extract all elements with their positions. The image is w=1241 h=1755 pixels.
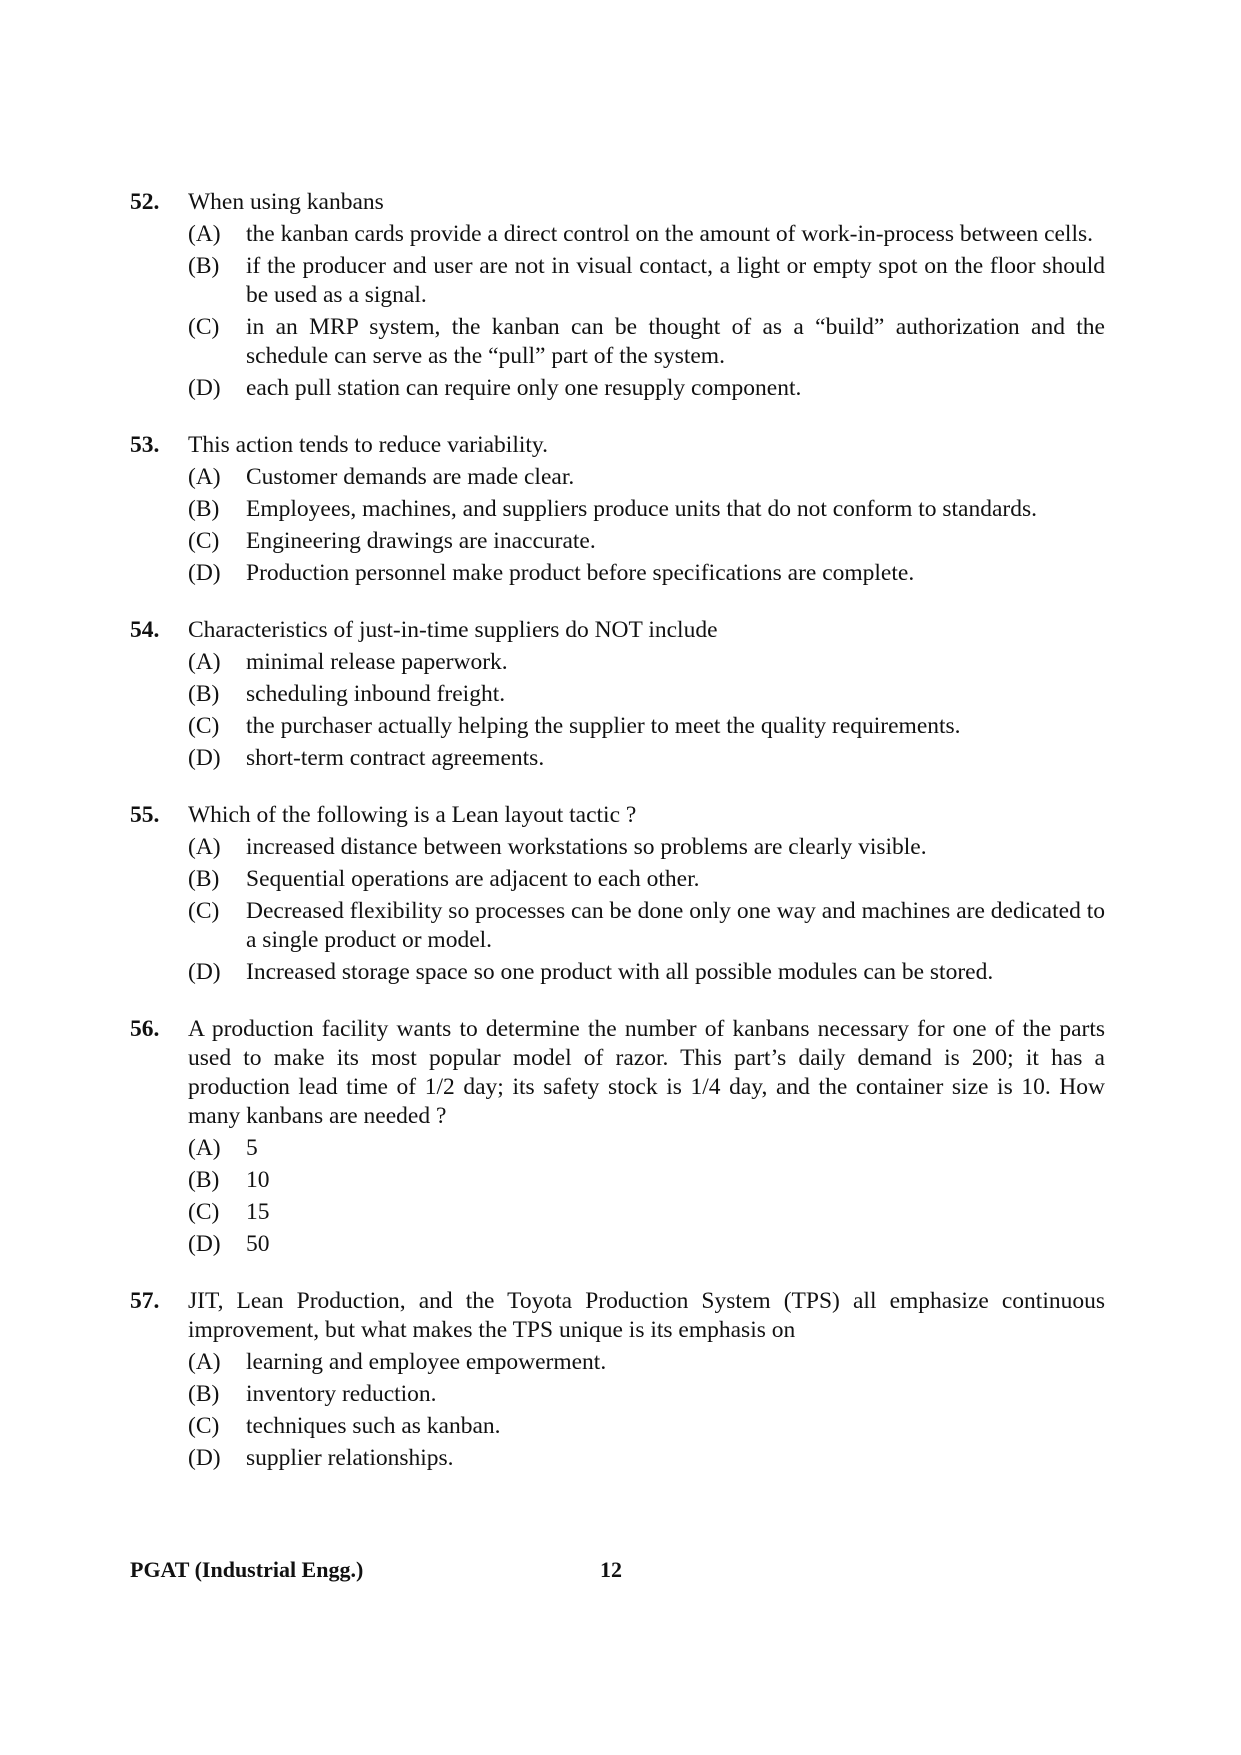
option-b [188, 252, 1105, 310]
option-text: Production personnel make product before specifications are complete. [246, 560, 915, 586]
question-52 [130, 188, 1105, 403]
option-a [188, 1348, 1105, 1377]
option-label: (C) [188, 314, 220, 340]
option-label: (D) [188, 375, 221, 401]
option-a [188, 463, 1105, 492]
option-c [188, 1412, 1105, 1441]
option-c [188, 313, 1105, 371]
option-c [188, 712, 1105, 741]
question-number: 57. [130, 1288, 160, 1314]
option-label: (C) [188, 713, 220, 739]
question-text: Characteristics of just-in-time suppliers do NOT include [188, 617, 718, 643]
option-d [188, 374, 1105, 403]
question-text: This action tends to reduce variability. [188, 432, 549, 458]
footer-exam-title: PGAT (Industrial Engg.) [130, 1557, 364, 1582]
option-text: increased distance between workstations so problems are clearly visible. [246, 834, 927, 860]
option-text: scheduling inbound freight. [246, 681, 506, 707]
option-label: (B) [188, 1167, 220, 1193]
option-label: (A) [188, 1349, 221, 1375]
option-label: (C) [188, 528, 220, 554]
option-label: (B) [188, 681, 220, 707]
option-text: the purchaser actually helping the supplier to meet the quality requirements. [246, 713, 961, 739]
question-text: When using kanbans [188, 189, 384, 215]
option-text: Sequential operations are adjacent to each other. [246, 866, 700, 892]
option-text: Decreased flexibility so processes can be done only one way and machines are dedicated to a single product or model. [246, 898, 1105, 953]
question-text: Which of the following is a Lean layout tactic ? [188, 802, 637, 828]
option-c [188, 527, 1105, 556]
page-number: 12 [600, 1557, 622, 1582]
question-57 [130, 1287, 1105, 1473]
option-text: inventory reduction. [246, 1381, 437, 1407]
option-label: (A) [188, 1135, 221, 1161]
option-label: (D) [188, 1445, 221, 1471]
option-d [188, 1444, 1105, 1473]
option-text: Employees, machines, and suppliers produce units that do not conform to standards. [246, 496, 1038, 522]
option-text: the kanban cards provide a direct control on the amount of work-in-process between cells. [246, 221, 1094, 247]
question-number: 56. [130, 1016, 160, 1042]
question-text: A production facility wants to determine the number of kanbans necessary for one of the parts used to make its most popular model of razor. This part’s daily demand is 200; it has a production lead time of 1/2 day; its safety stock is 1/4 day, and the container size is 10. How many kanbans are needed ? [188, 1016, 1105, 1129]
option-a [188, 220, 1105, 249]
option-text: 50 [246, 1231, 270, 1257]
question-55 [130, 801, 1105, 987]
option-text: Increased storage space so one product with all possible modules can be stored. [246, 959, 994, 985]
option-label: (B) [188, 866, 220, 892]
option-b [188, 495, 1105, 524]
option-text: each pull station can require only one resupply component. [246, 375, 802, 401]
option-text: in an MRP system, the kanban can be thought of as a “build” authorization and the schedule can serve as the “pull” part of the system. [246, 314, 1105, 369]
option-label: (C) [188, 1199, 220, 1225]
option-text: techniques such as kanban. [246, 1413, 501, 1439]
option-b [188, 680, 1105, 709]
option-c [188, 1198, 1105, 1227]
option-b [188, 1166, 1105, 1195]
option-d [188, 559, 1105, 588]
option-label: (A) [188, 834, 221, 860]
question-number: 52. [130, 189, 160, 215]
option-text: if the producer and user are not in visual contact, a light or empty spot on the floor should be used as a signal. [246, 253, 1105, 308]
option-label: (D) [188, 560, 221, 586]
option-label: (C) [188, 1413, 220, 1439]
question-text: JIT, Lean Production, and the Toyota Production System (TPS) all emphasize continuous improvement, but what makes the TPS unique is its emphasis on [188, 1288, 1105, 1343]
option-text: minimal release paperwork. [246, 649, 508, 675]
option-label: (A) [188, 649, 221, 675]
option-text: short-term contract agreements. [246, 745, 545, 771]
option-label: (D) [188, 1231, 221, 1257]
question-53 [130, 431, 1105, 588]
option-b [188, 865, 1105, 894]
option-text: Engineering drawings are inaccurate. [246, 528, 596, 554]
option-a [188, 648, 1105, 677]
option-text: 5 [246, 1135, 258, 1161]
option-d [188, 744, 1105, 773]
option-b [188, 1380, 1105, 1409]
option-a [188, 1134, 1105, 1163]
question-56 [130, 1015, 1105, 1259]
question-number: 53. [130, 432, 160, 458]
question-number: 55. [130, 802, 160, 828]
option-d [188, 958, 1105, 987]
option-label: (B) [188, 1381, 220, 1407]
option-label: (A) [188, 464, 221, 490]
option-label: (A) [188, 221, 221, 247]
option-label: (D) [188, 745, 221, 771]
question-number: 54. [130, 617, 160, 643]
question-list [130, 188, 1105, 1501]
option-label: (B) [188, 496, 220, 522]
option-text: supplier relationships. [246, 1445, 454, 1471]
option-label: (D) [188, 959, 221, 985]
option-text: learning and employee empowerment. [246, 1349, 607, 1375]
option-label: (B) [188, 253, 220, 279]
option-a [188, 833, 1105, 862]
option-c [188, 897, 1105, 955]
option-text: Customer demands are made clear. [246, 464, 575, 490]
option-d [188, 1230, 1105, 1259]
option-text: 10 [246, 1167, 270, 1193]
option-text: 15 [246, 1199, 270, 1225]
question-54 [130, 616, 1105, 773]
option-label: (C) [188, 898, 220, 924]
